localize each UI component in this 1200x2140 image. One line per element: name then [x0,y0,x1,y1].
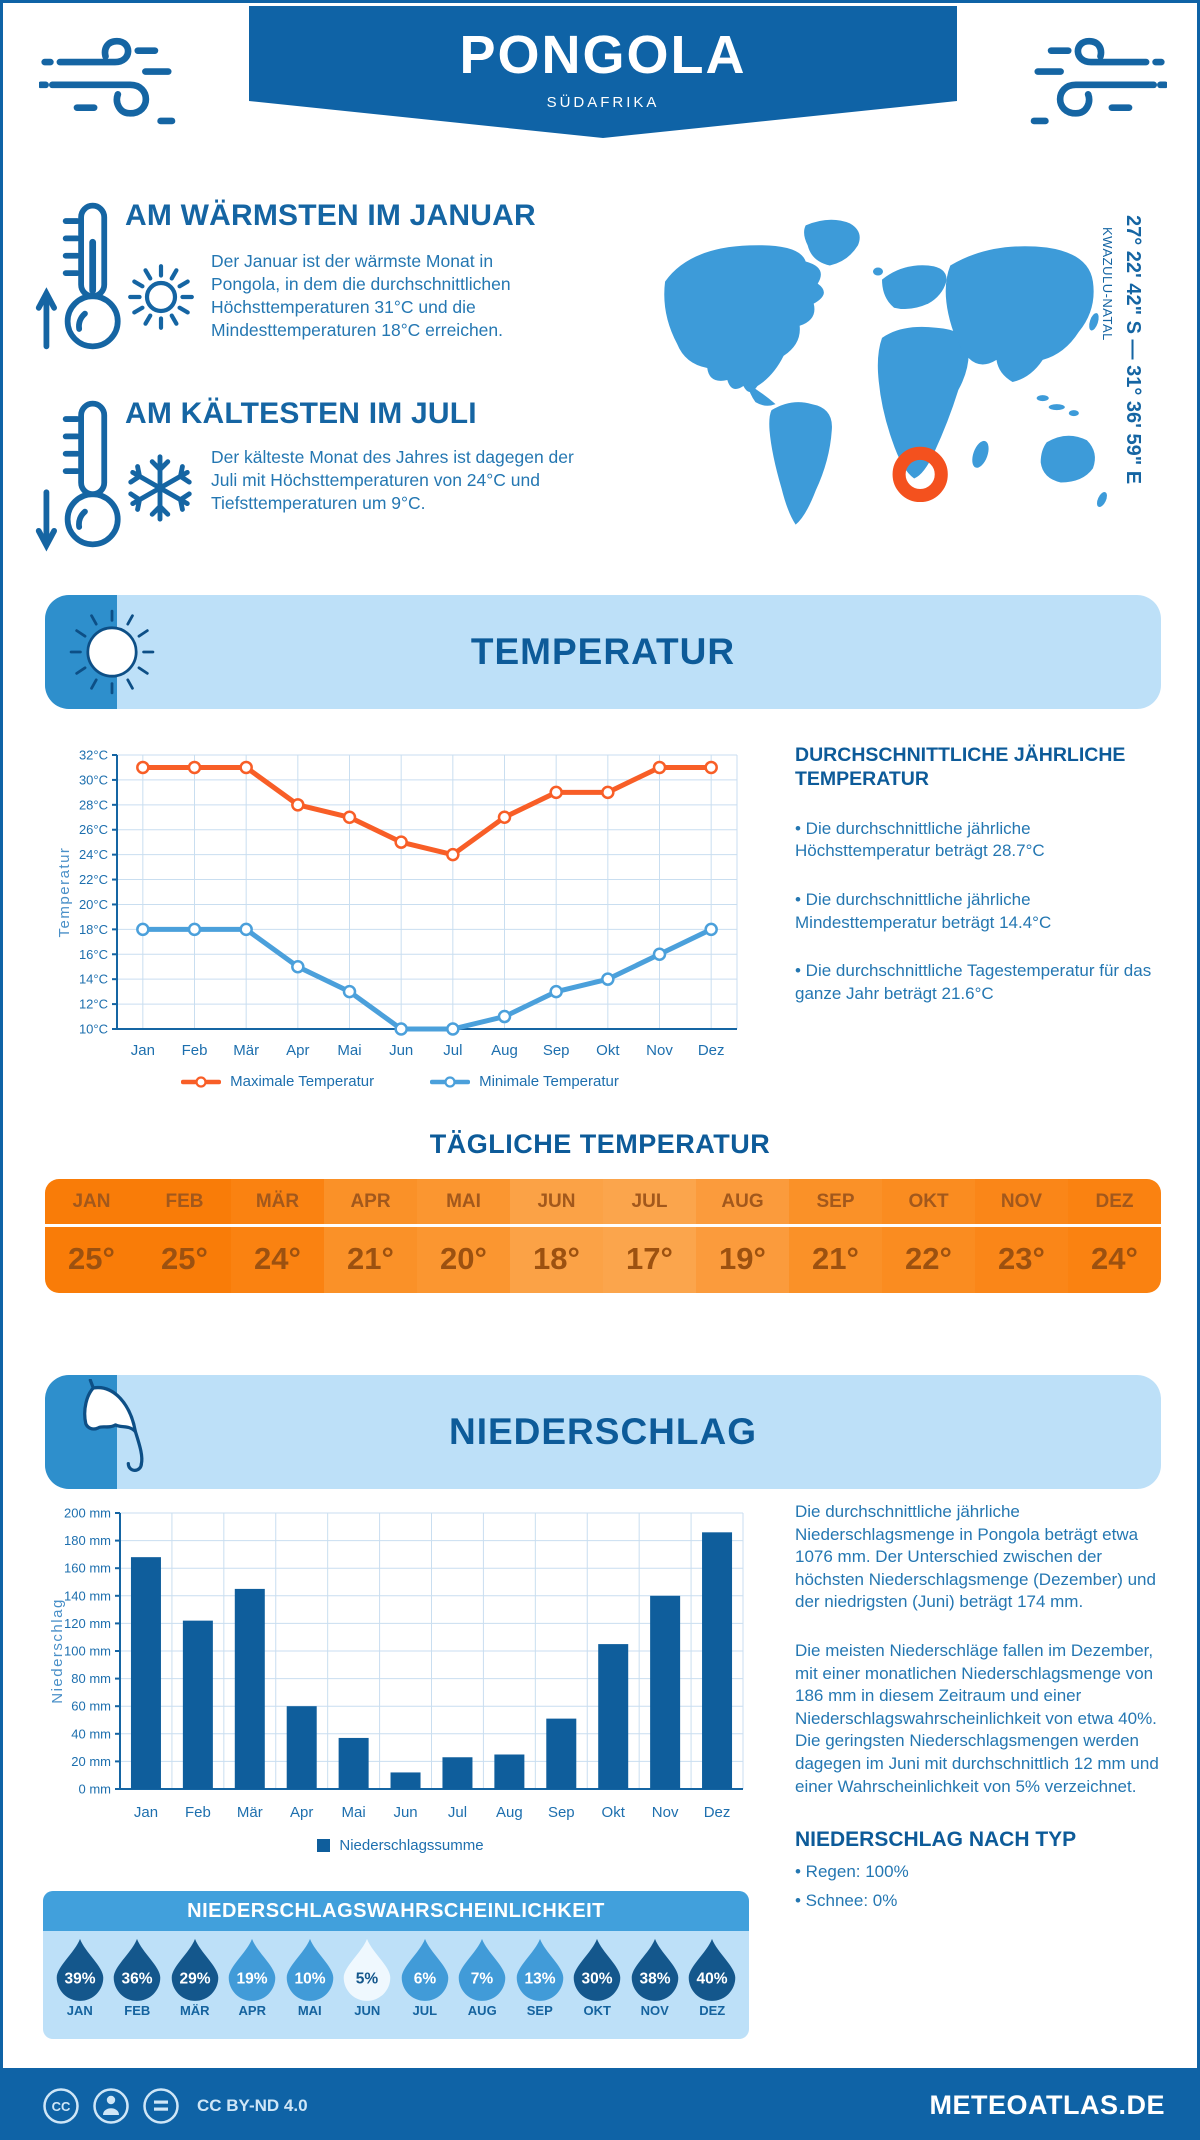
table-month-column [231,1179,324,1293]
svg-text:39%: 39% [64,1970,96,1988]
svg-text:Mai: Mai [337,1042,362,1059]
drop-month-label: SEP [526,2003,553,2018]
svg-text:38%: 38% [639,1970,671,1988]
precipitation-chart-legend [48,1837,753,1854]
svg-text:Jul: Jul [447,1804,468,1821]
temperature-chart-legend [55,1073,745,1090]
precipitation-paragraph: Die durchschnittliche jährliche Niederschlagsmenge in Pongola beträgt etwa 1076 mm. Der Unterschied zwischen der höchsten Niederschlagsmenge (Dezember) und der niedrigsten (Juni) beträgt 174 mm. [795,1502,1156,1612]
svg-text:200 mm: 200 mm [64,1505,111,1521]
svg-text:Jan: Jan [133,1804,159,1821]
svg-text:Okt: Okt [601,1804,625,1821]
drop-month-label: JAN [66,2003,93,2018]
snowflake-icon [121,449,199,527]
probability-drop [109,1937,167,2018]
coldest-text: Der kälteste Monat des Jahres ist dagegen der Juli mit Höchsttemperaturen von 24°C und Tiefsttemperaturen um 9°C. [211,447,574,514]
table-month-label: MÄR [255,1190,300,1212]
svg-text:36%: 36% [121,1970,153,1988]
warmest-title: AM WÄRMSTEN IM JANUAR [125,199,536,232]
precipitation-type-bullet: • Schnee: 0% [795,1891,898,1911]
drop-month-label: NOV [640,2003,669,2018]
svg-text:140 mm: 140 mm [64,1588,111,1604]
svg-text:120 mm: 120 mm [64,1615,111,1631]
raindrop-icon [170,1937,220,2001]
probability-drop [396,1937,454,2018]
raindrop-icon [457,1937,507,2001]
precipitation-type-bullet: • Regen: 100% [795,1862,909,1882]
table-month-column [975,1179,1068,1293]
table-month-label: JUN [537,1190,576,1212]
svg-text:20°C: 20°C [78,896,108,912]
table-month-label: SEP [816,1190,855,1212]
svg-text:Dez: Dez [703,1804,731,1821]
precipitation-type-heading: NIEDERSCHLAG NACH TYP [795,1828,1077,1852]
svg-text:5%: 5% [356,1970,379,1988]
table-temperature-value: 25° [45,1224,138,1290]
svg-text:Jun: Jun [393,1804,418,1821]
table-month-column [510,1179,603,1293]
table-temperature-value: 19° [696,1224,789,1290]
svg-text:29%: 29% [179,1970,211,1988]
svg-text:14°C: 14°C [78,971,108,987]
svg-text:Mai: Mai [341,1804,366,1821]
probability-drop [339,1937,397,2018]
svg-text:16°C: 16°C [78,946,108,962]
license-text: CC BY-ND 4.0 [197,2095,308,2115]
probability-drop [626,1937,684,2018]
drop-month-label: APR [238,2003,266,2018]
probability-drops-row [43,1931,749,2018]
probability-drop [224,1937,282,2018]
svg-text:40%: 40% [696,1970,728,1988]
page-subtitle: SÜDAFRIKA [546,94,660,111]
legend-line-marker [430,1076,470,1088]
raindrop-icon [55,1937,105,2001]
warmest-text: Der Januar ist der wärmste Monat in Pongola, in dem die durchschnittlichen Höchsttemperaturen 31°C und die Mindesttemperaturen 18°C erreichen. [211,251,511,341]
table-month-column [45,1179,138,1293]
svg-text:Aug: Aug [496,1804,523,1821]
svg-text:Dez: Dez [697,1042,725,1059]
table-month-label: FEB [165,1190,204,1212]
drop-month-label: AUG [467,2003,497,2018]
svg-text:40 mm: 40 mm [71,1726,111,1742]
raindrop-icon [112,1937,162,2001]
svg-text:Sep: Sep [547,1804,575,1821]
svg-text:18°C: 18°C [78,921,108,937]
daily-temperature-table [45,1179,1161,1293]
table-month-label: AUG [721,1190,764,1212]
table-month-column [789,1179,882,1293]
svg-text:6%: 6% [413,1970,436,1988]
svg-text:28°C: 28°C [78,797,108,813]
precipitation-paragraph: Die meisten Niederschläge fallen im Dezember, mit einer monatlichen Niederschlagsmenge von 186 mm in diesem Zeitraum und einer Niederschlagswahrscheinlichkeit von etwa 40%. Die geringsten Niederschlagsmengen werden dagegen im Juni mit durchschnittlich 12 mm und einer Wahrscheinlichkeit von 5% verzeichnet. [795,1641,1159,1796]
precipitation-bar-chart [48,1499,753,1831]
temperature-section-banner [45,595,1161,709]
table-month-label: NOV [1000,1190,1043,1212]
probability-drop [281,1937,339,2018]
raindrop-icon [687,1937,737,2001]
svg-text:12°C: 12°C [78,996,108,1012]
raindrop-icon [630,1937,680,2001]
table-temperature-value: 21° [789,1224,882,1290]
table-month-label: DEZ [1095,1190,1134,1212]
legend-line-marker [181,1076,221,1088]
cc-nd-equals-icon [141,2086,181,2126]
svg-text:Feb: Feb [181,1042,208,1059]
raindrop-icon [572,1937,622,2001]
table-month-label: MAI [446,1190,481,1212]
world-map [649,201,1111,553]
probability-drop [51,1937,109,2018]
svg-text:Mär: Mär [236,1804,263,1821]
wind-icon [1015,29,1167,135]
coldest-title: AM KÄLTESTEN IM JULI [125,397,477,430]
table-month-column [324,1179,417,1293]
svg-text:160 mm: 160 mm [64,1560,111,1576]
wind-icon [39,29,191,135]
precipitation-section-banner [45,1375,1161,1489]
raindrop-icon [400,1937,450,2001]
footer-bar [3,2068,1200,2140]
svg-text:Niederschlag: Niederschlag [49,1598,66,1704]
svg-text:Nov: Nov [646,1042,673,1059]
svg-text:Apr: Apr [286,1042,310,1059]
precipitation-section-title: NIEDERSCHLAG [448,1411,758,1452]
svg-text:Mär: Mär [233,1042,260,1059]
svg-text:30%: 30% [581,1970,613,1988]
svg-text:Okt: Okt [596,1042,620,1059]
svg-text:0 mm: 0 mm [78,1781,111,1797]
table-temperature-value: 22° [882,1224,975,1290]
svg-text:Aug: Aug [491,1042,518,1059]
location-marker-icon [899,453,941,495]
svg-text:30°C: 30°C [78,772,108,788]
table-month-column [696,1179,789,1293]
table-temperature-value: 18° [510,1224,603,1290]
svg-text:Nov: Nov [651,1804,679,1821]
annual-bullet: • Die durchschnittliche jährliche Höchsttemperatur beträgt 28.7°C [795,818,1045,861]
legend-item [181,1073,374,1090]
annual-bullet: • Die durchschnittliche jährliche Mindesttemperatur beträgt 14.4°C [795,889,1052,932]
svg-text:Jun: Jun [389,1042,414,1059]
svg-text:100 mm: 100 mm [64,1643,111,1659]
site-name: METEOATLAS.DE [929,2090,1165,2120]
probability-drop [511,1937,569,2018]
probability-drop [684,1937,742,2018]
svg-text:60 mm: 60 mm [71,1698,111,1714]
temperature-section-title: TEMPERATUR [470,631,736,672]
drop-month-label: MAI [297,2003,322,2018]
svg-text:CC: CC [51,2098,71,2114]
raindrop-icon [515,1937,565,2001]
precipitation-panel [795,1501,1169,1920]
precipitation-probability-box [43,1891,749,2039]
svg-text:Feb: Feb [184,1804,211,1821]
svg-text:26°C: 26°C [78,822,108,838]
svg-text:20 mm: 20 mm [71,1753,111,1769]
table-temperature-value: 17° [603,1224,696,1290]
table-temperature-value: 21° [324,1224,417,1290]
table-month-label: JAN [72,1190,111,1212]
table-month-column [417,1179,510,1293]
cc-icon [41,2086,81,2126]
precipitation-probability-heading: NIEDERSCHLAGSWAHRSCHEINLICHKEIT [43,1891,749,1931]
table-month-label: JUL [631,1190,668,1212]
legend-label: Niederschlagssumme [339,1837,484,1854]
probability-drop [454,1937,512,2018]
legend-label: Maximale Temperatur [230,1073,375,1090]
svg-text:19%: 19% [236,1970,268,1988]
svg-text:24°C: 24°C [78,847,108,863]
svg-text:180 mm: 180 mm [64,1533,111,1549]
table-temperature-value: 24° [1068,1224,1161,1290]
legend-label: Minimale Temperatur [479,1073,619,1090]
header-banner [249,6,957,138]
drop-month-label: OKT [583,2003,611,2018]
sun-icon [119,255,203,339]
svg-text:Apr: Apr [290,1804,314,1821]
drop-month-label: MÄR [179,2003,210,2018]
svg-text:Temperatur: Temperatur [56,846,73,938]
table-temperature-value: 23° [975,1224,1068,1290]
drop-month-label: JUL [412,2003,438,2018]
location-coordinates: 27° 22' 42" S — 31° 36' 59" E [1122,215,1144,485]
temperature-line-chart [55,741,745,1069]
annual-bullet: • Die durchschnittliche Tagestemperatur für das ganze Jahr beträgt 21.6°C [795,961,1152,1003]
annual-temperature-heading: DURCHSCHNITTLICHE JÄHRLICHE TEMPERATUR [795,744,1126,791]
raindrop-icon [342,1937,392,2001]
page-title: PONGOLA [459,25,747,85]
svg-text:Sep: Sep [542,1042,570,1059]
raindrop-icon [285,1937,335,2001]
svg-text:Jan: Jan [130,1042,155,1059]
probability-drop [569,1937,627,2018]
svg-text:7%: 7% [471,1970,494,1988]
raindrop-icon [227,1937,277,2001]
drop-month-label: JUN [354,2003,381,2018]
cc-by-person-icon [91,2086,131,2126]
drop-month-label: DEZ [699,2003,726,2018]
legend-item [317,1837,483,1854]
annual-temperature-panel [795,743,1163,1005]
legend-item [430,1073,619,1090]
legend-square [317,1839,330,1852]
table-month-column [138,1179,231,1293]
table-temperature-value: 24° [231,1224,324,1290]
table-temperature-value: 20° [417,1224,510,1290]
probability-drop [166,1937,224,2018]
table-month-column [882,1179,975,1293]
drop-month-label: FEB [124,2003,151,2018]
location-region: KWAZULU-NATAL [1100,227,1115,341]
svg-text:32°C: 32°C [78,747,108,763]
table-temperature-value: 25° [138,1224,231,1290]
svg-text:10°C: 10°C [78,1021,108,1037]
svg-text:80 mm: 80 mm [71,1671,111,1687]
svg-text:13%: 13% [524,1970,556,1988]
table-month-label: APR [350,1190,391,1212]
table-month-column [1068,1179,1161,1293]
daily-temperature-heading: TÄGLICHE TEMPERATUR [429,1129,771,1159]
table-month-column [603,1179,696,1293]
table-month-label: OKT [908,1190,949,1212]
svg-text:Jul: Jul [443,1042,463,1059]
svg-text:10%: 10% [294,1970,326,1988]
cc-license-icons [41,2086,181,2126]
svg-text:22°C: 22°C [78,872,108,888]
